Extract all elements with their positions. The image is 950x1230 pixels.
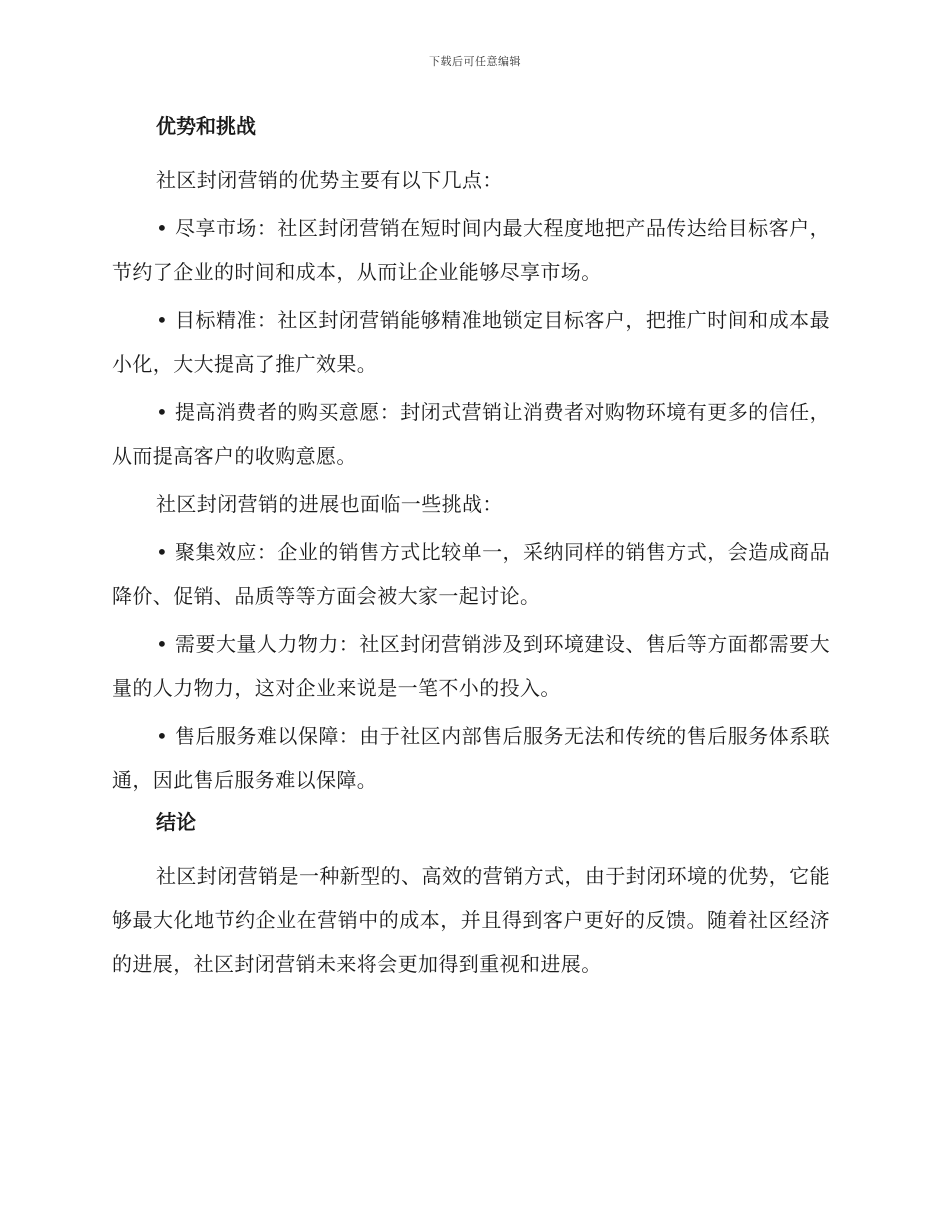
document-body <box>112 110 830 990</box>
section-heading-advantages: 优势和挑战 <box>156 114 256 138</box>
paragraph-challenges-intro: 社区封闭营销的进展也面临一些挑战： <box>156 492 503 516</box>
paragraph-bullet-market: • 尽享市场：社区封闭营销在短时间内最大程度地把产品传达给目标客户，节约了企业的时间和成本，从而让企业能够尽享市场。 <box>112 216 830 284</box>
paragraph-bullet-manpower: • 需要大量人力物力：社区封闭营销涉及到环境建设、售后等方面都需要大量的人力物力，这对企业来说是一笔不小的投入。 <box>112 632 830 700</box>
paragraph-conclusion: 社区封闭营销是一种新型的、高效的营销方式，由于封闭环境的优势，它能够最大化地节约企业在营销中的成本，并且得到客户更好的反馈。随着社区经济的进展，社区封闭营销未来将会更加得到重视和进展。 <box>112 864 830 976</box>
paragraph-bullet-willingness: • 提高消费者的购买意愿：封闭式营销让消费者对购物环境有更多的信任，从而提高客户的收购意愿。 <box>112 400 830 468</box>
paragraph-bullet-aftersales: • 售后服务难以保障：由于社区内部售后服务无法和传统的售后服务体系联通，因此售后服务难以保障。 <box>112 724 830 792</box>
paragraph-advantages-intro: 社区封闭营销的优势主要有以下几点： <box>156 168 503 192</box>
page-header: 下载后可任意编辑 <box>429 55 521 68</box>
paragraph-bullet-precise: • 目标精准：社区封闭营销能够精准地锁定目标客户，把推广时间和成本最小化，大大提高了推广效果。 <box>112 308 830 376</box>
paragraph-bullet-aggregation: • 聚集效应：企业的销售方式比较单一，采纳同样的销售方式，会造成商品降价、促销、品质等等方面会被大家一起讨论。 <box>112 540 830 608</box>
section-heading-conclusion: 结论 <box>156 810 196 834</box>
